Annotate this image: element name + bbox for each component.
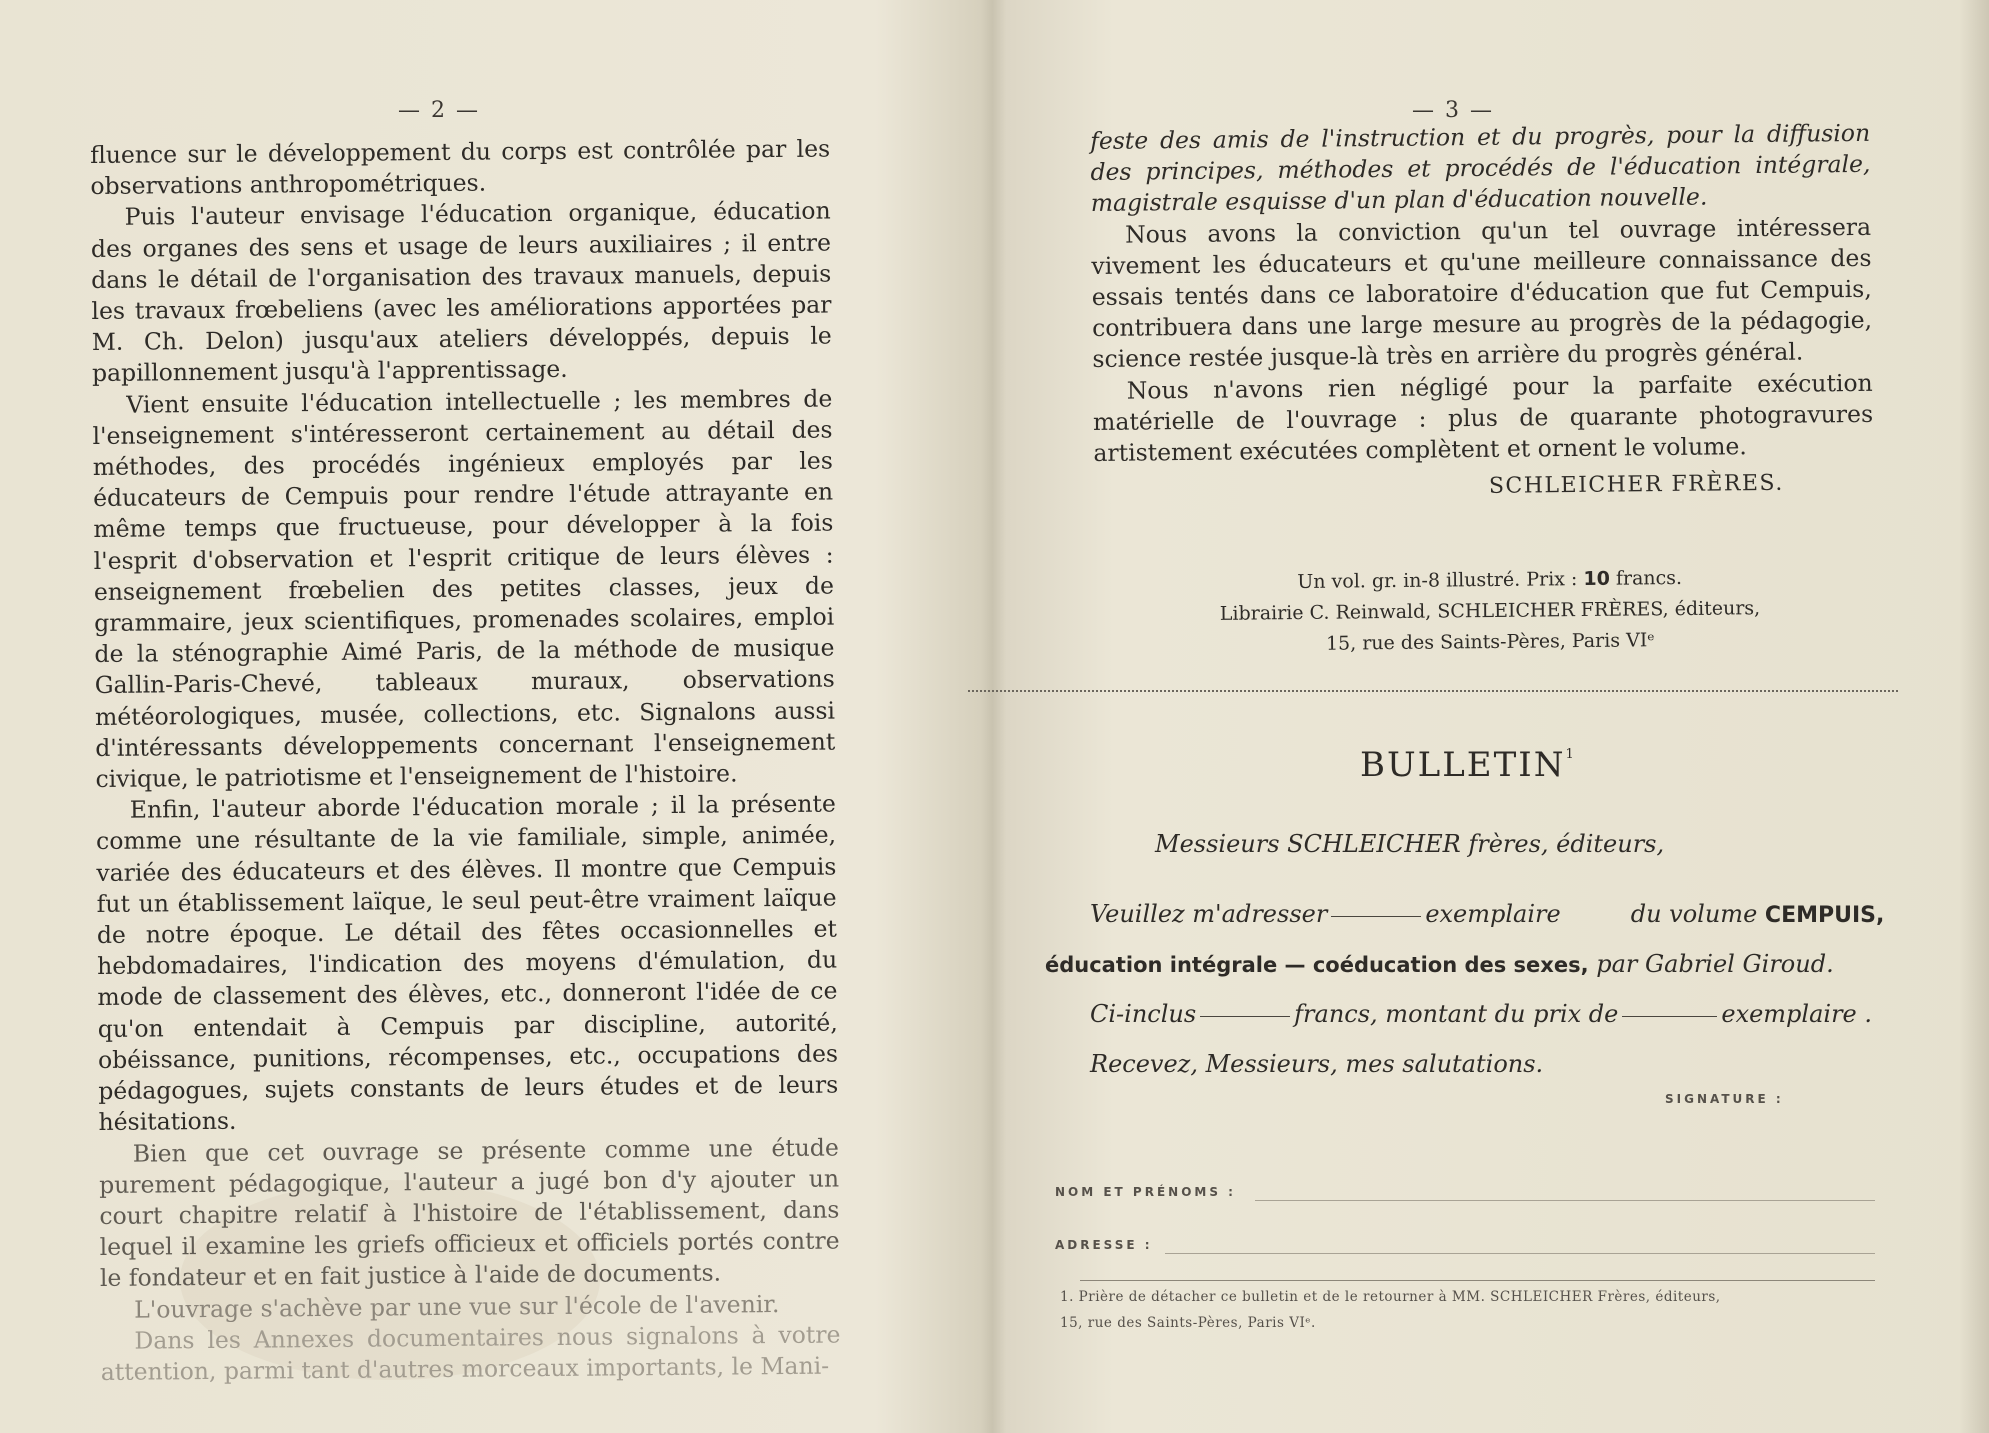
cut-line <box>968 690 1898 692</box>
paragraph: feste des amis de l'instruction et du progrès, pour la diffusion des principes, méthodes et procédés de l'éducation intégrale, magistrale esquisse d'un plan d'éducation nouvelle. <box>1090 118 1871 218</box>
publication-info <box>1160 562 1821 662</box>
page-edge-shadow <box>1959 0 1989 1433</box>
left-page-body <box>90 134 841 1389</box>
publication-line-2: Librairie C. Reinwald, SCHLEICHER FRÈRES, éditeurs, <box>1219 597 1761 625</box>
form-line-4: Recevez, Messieurs, mes salutations. <box>1090 1050 1544 1078</box>
paragraph: Nous n'avons rien négligé pour la parfaite exécution matérielle de l'ouvrage : plus de quarante photogravures artistement exécutées complètent et ornent le volume. <box>1092 368 1874 468</box>
paragraph: Puis l'auteur envisage l'éducation organique, éducation des organes des sens et usage de leurs auxiliaires ; il entre dans le détail de l'organisation des travaux manuels, depuis les travaux frœbeliens (avec les améliorations apportées par M. Ch. Delon) jusqu'aux ateliers développés, depuis le papillonnement jusqu'à l'apprentissage. <box>90 196 832 388</box>
paragraph: Dans les Annexes documentaires nous signalons à votre attention, parmi tant d'autres morceaux importants, le Mani- <box>100 1320 841 1386</box>
paragraph: L'ouvrage s'achève par une vue sur l'école de l'avenir. <box>134 1289 780 1324</box>
address-label: ADRESSE : <box>1055 1238 1153 1252</box>
quantity-blank[interactable] <box>1331 915 1421 917</box>
address-field[interactable] <box>1165 1253 1875 1254</box>
publication-line-1: Un vol. gr. in-8 illustré. Prix : 10 francs. <box>1297 566 1683 594</box>
name-field[interactable] <box>1255 1200 1875 1201</box>
addressee: Messieurs SCHLEICHER frères, éditeurs, <box>1155 830 1665 858</box>
paragraph: Vient ensuite l'éducation intellectuelle ; les membres de l'enseignement s'intéresseront certainement au détail des méthodes, des procédés ingénieux employés par les éducateurs de Cempuis pour rendre l'étude attrayante en même temps que fructueuse, pour développer à la fois l'esprit d'observation et l'esprit critique de leurs élèves : enseignement frœbelien des petites classes, jeux de grammaire, jeux scientifiques, promenades scolaires, emploi de la sténographie Aimé Paris, de la méthode de musique Gallin-Paris-Chevé, tableaux muraux, observations météorologiques, musée, collections, etc. Signalons aussi d'intéressants développements concernant l'enseignement civique, le patriotisme et l'enseignement de l'histoire. <box>92 384 836 794</box>
footnote-mark: 1 <box>1565 747 1576 762</box>
paragraph: Nous avons la conviction qu'un tel ouvrage intéressera vivement les éducateurs et qu'une meilleure connaissance des essais tentés dans ce laboratoire d'éducation que fut Cempuis, contribuera dans une large mesure au progrès de la pédagogie, science restée jusque-là très en arrière du progrès général. <box>1091 212 1873 374</box>
footnote <box>1060 1284 1920 1336</box>
copies-blank[interactable] <box>1622 1015 1717 1017</box>
publication-line-3: 15, rue des Saints-Pères, Paris VIᵉ <box>1325 629 1655 655</box>
footnote-line-1: 1. Prière de détacher ce bulletin et de le retourner à MM. SCHLEICHER Frères, éditeurs, <box>1060 1289 1721 1305</box>
footnote-line-2: 15, rue des Saints-Pères, Paris VIᵉ. <box>1060 1315 1316 1331</box>
left-page <box>80 0 860 1433</box>
page-number-left: — 2 — <box>398 98 480 123</box>
name-label: NOM ET PRÉNOMS : <box>1055 1185 1236 1199</box>
form-line-2: éducation intégrale — coéducation des sexes, par Gabriel Giroud. <box>1045 950 1834 978</box>
publisher-signature: SCHLEICHER FRÈRES. <box>1488 470 1784 500</box>
right-page-body <box>1090 118 1874 507</box>
amount-blank[interactable] <box>1200 1015 1290 1017</box>
form-line-1: Veuillez m'adresser exemplaire du volume CEMPUIS, <box>1090 900 1885 928</box>
paragraph: Enfin, l'auteur aborde l'éducation morale ; il la présente comme une résultante de la vie familiale, simple, animée, variée des éducateurs et des élèves. Il montre que Cempuis fut un établissement laïque, le seul peut-être vraiment laïque de notre époque. Le détail des fêtes occasionnelles et hebdomadaires, l'indication des moyens d'émulation, du mode de classement des élèves, etc., donneront l'idée de ce qu'on entendait à Cempuis par discipline, autorité, obéissance, punitions, récompenses, etc., occupations des pédagogues, sujets constants de leurs études et de leurs hésitations. <box>95 789 839 1137</box>
paragraph: Bien que cet ouvrage se présente comme une étude purement pédagogique, l'auteur a jugé bon d'y ajouter un court chapitre relatif à l'histoire de l'établissement, dans lequel il examine les griefs officieux et officiels portés contre le fondateur et en fait justice à l'aide de documents. <box>98 1133 840 1293</box>
page-number-right: — 3 — <box>1412 98 1494 123</box>
signature-label: SIGNATURE : <box>1665 1092 1784 1106</box>
footnote-rule <box>1080 1280 1875 1281</box>
bulletin-title: BULLETIN$^1$ <box>1360 745 1576 785</box>
volume-title: CEMPUIS, <box>1764 903 1885 928</box>
form-line-3: Ci-inclus francs, montant du prix de exemplaire . <box>1090 1000 1873 1028</box>
price: 10 <box>1583 567 1610 591</box>
right-page <box>1040 0 1920 1433</box>
paragraph: fluence sur le développement du corps est contrôlée par les observations anthropométriques. <box>90 134 831 201</box>
